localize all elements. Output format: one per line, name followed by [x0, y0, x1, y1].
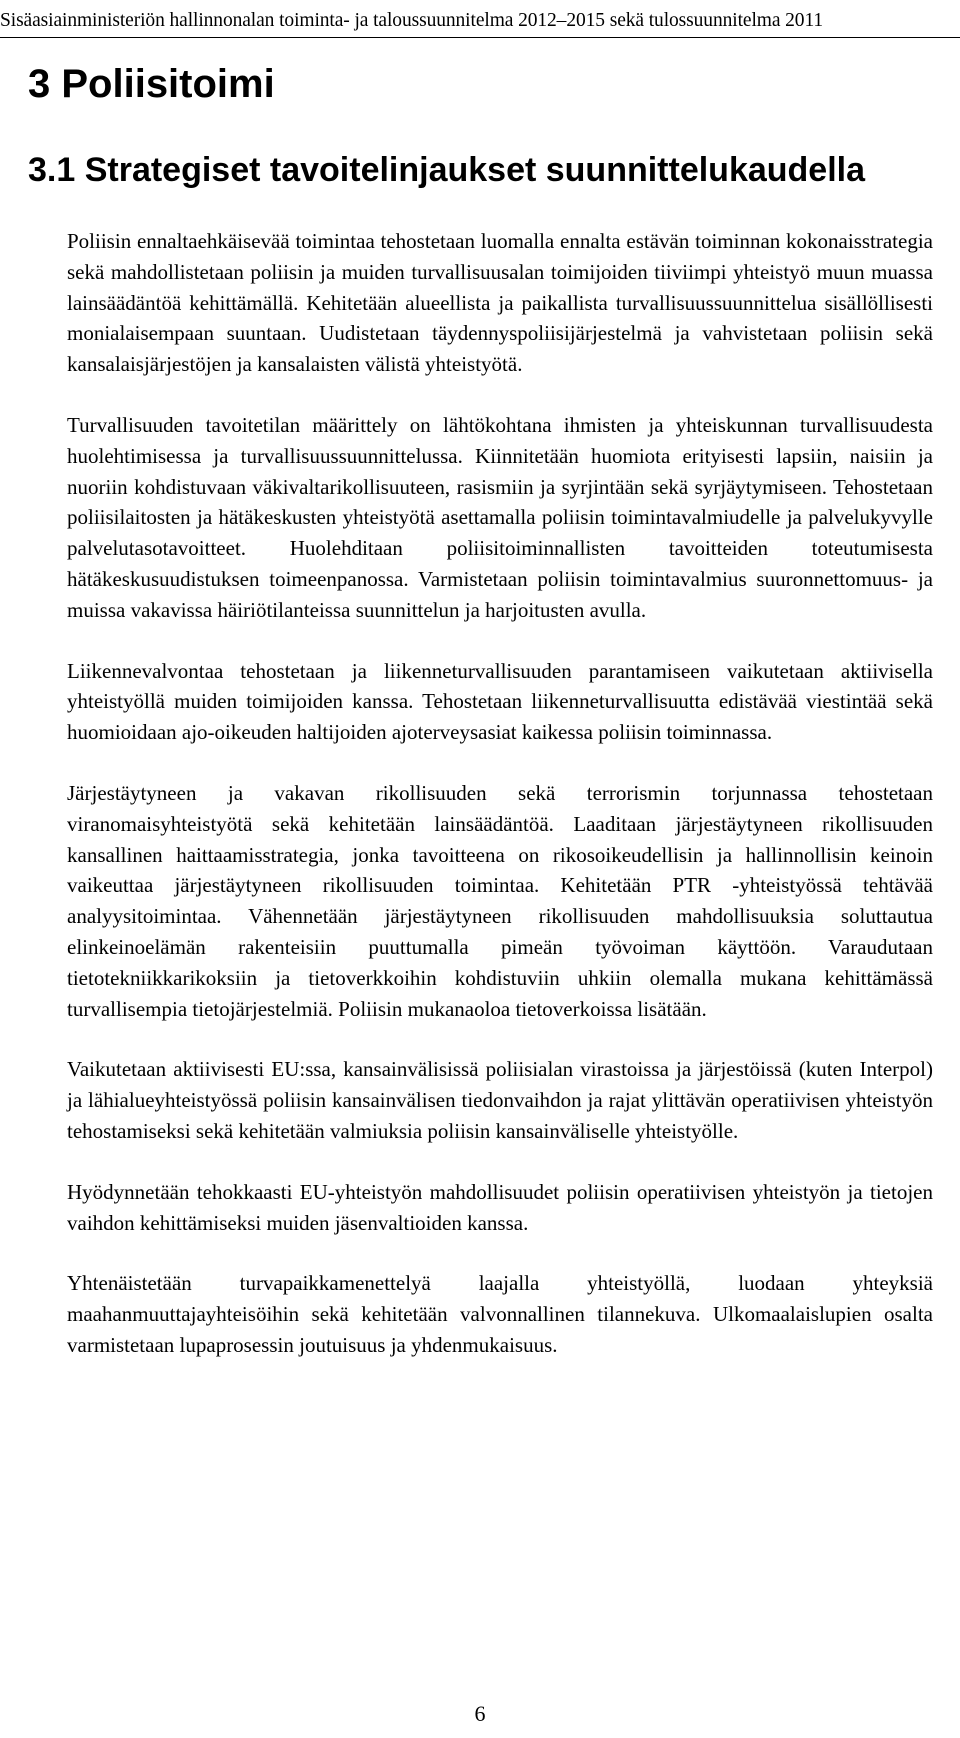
section-title: 3.1 Strategiset tavoitelinjaukset suunnittelukaudella: [28, 151, 866, 189]
paragraph-international-cooperation: Vaikutetaan aktiivisesti EU:ssa, kansainvälisissä poliisialan virastoissa ja järjestöissä (kuten Interpol) ja lähialueyhteistyössä poliisin kansainvälisen tiedonvaihdon ja rajat ylittävän operatiivisen yhteistyön tehostamiseksi sekä kehitetään valmiuksia poliisin kansainväliselle yhteistyölle.: [67, 1057, 933, 1143]
body-text: [67, 226, 933, 1391]
paragraph-organized-crime: Järjestäytyneen ja vakavan rikollisuuden sekä terrorismin torjunnassa tehostetaan viranomaisyhteistyötä sekä kehitetään lainsäädäntöä. Laaditaan järjestäytyneen rikollisuuden kansallinen haittaamisstrategia, jonka tavoitteena on rikosoikeudellisin ja hallinnollisin keinoin vaikeuttaa järjestäytyneen rikollisuuden toimintaa. Kehitetään PTR -yhteistyössä tehtävää analyysitoimintaa. Vähennetään järjestäytyneen rikollisuuden mahdollisuuksia soluttautua elinkeinoelämän rakenteisiin puuttumalla pimeän työvoiman käyttöön. Varaudutaan tietotekniikkarikoksiin ja tietoverkkoihin kohdistuviin uhkiin olemalla mukana kehittämässä turvallisempia tietojärjestelmiä. Poliisin mukanaoloa tietoverkoissa lisätään.: [67, 780, 933, 1021]
paragraph-crime-prevention: Poliisin ennaltaehkäisevää toimintaa tehostetaan luomalla ennalta estävän toiminnan kokonaisstrategia sekä mahdollistetaan poliisin ja muiden turvallisuusalan toimijoiden tiiviimpi yhteistyö muun muassa lainsäädäntöä kehittämällä. Kehitetään alueellista ja paikallista turvallisuussuunnittelua sisällöllisesti monialaisempaan suuntaan. Uudistetaan täydennyspoliisijärjestelmä ja vahvistetaan poliisin sekä kansalaisjärjestöjen ja kansalaisten välistä yhteistyötä.: [67, 229, 933, 377]
header-rule: [0, 37, 960, 38]
paragraph-eu-cooperation: Hyödynnetään tehokkaasti EU-yhteistyön mahdollisuudet poliisin operatiivisen yhteistyön ja tietojen vaihdon kehittämiseksi muiden jäsenvaltioiden kanssa.: [67, 1179, 933, 1235]
running-header: Sisäasiainministeriön hallinnonalan toiminta- ja taloussuunnitelma 2012–2015 sekä tulossuunnitelma 2011: [0, 10, 824, 31]
chapter-title: 3 Poliisitoimi: [28, 62, 275, 106]
paragraph-asylum-procedure: Yhtenäistetään turvapaikkamenettelyä laajalla yhteistyöllä, luodaan yhteyksiä maahanmuuttajayhteisöihin sekä kehitetään valvonnallinen tilannekuva. Ulkomaalaislupien osalta varmistetaan lupaprosessin joutuisuus ja yhdenmukaisuus.: [67, 1271, 933, 1357]
page-number: 6: [474, 1701, 486, 1726]
paragraph-safety-goals: Turvallisuuden tavoitetilan määrittely on lähtökohtana ihmisten ja yhteiskunnan turvallisuudesta huolehtimisessa ja turvallisuussuunnittelussa. Kiinnitetään huomiota erityisesti lapsiin, naisiin ja nuoriin kohdistuvaan väkivaltarikollisuuteen, rasismiin ja syrjintään sekä syrjäytymiseen. Tehostetaan poliisilaitosten ja hätäkeskusten yhteistyötä asettamalla poliisin toimintavalmiudelle ja palvelukyvylle palvelutasotavoitteet. Huolehditaan poliisitoiminnallisten tavoitteiden toteutumisesta hätäkeskusuudistuksen toimeenpanossa. Varmistetaan poliisin toimintavalmius suuronnettomuus- ja muissa vakavissa häiriötilanteissa suunnittelun ja harjoitusten avulla.: [67, 412, 933, 622]
paragraph-traffic-enforcement: Liikennevalvontaa tehostetaan ja liikenneturvallisuuden parantamiseen vaikutetaan aktiivisella yhteistyöllä muiden toimijoiden kanssa. Tehostetaan liikenneturvallisuutta edistävää viestintää sekä huomioidaan ajo-oikeuden haltijoiden ajoterveysasiat kaikessa poliisin toiminnassa.: [67, 658, 933, 745]
